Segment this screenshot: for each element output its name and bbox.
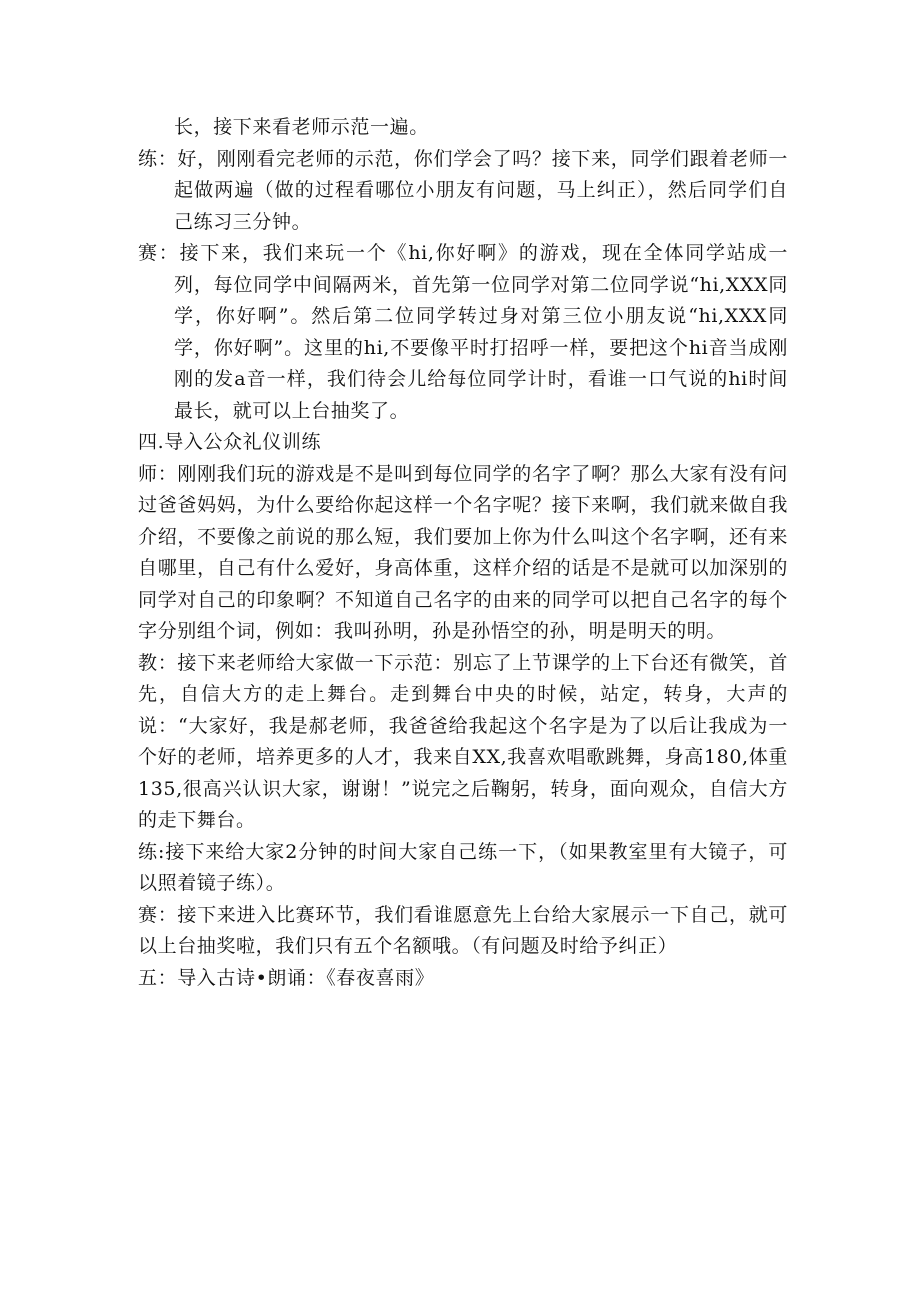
section-heading-5: 五：导入古诗•朗诵：《春夜喜雨》 xyxy=(138,966,435,989)
practice-paragraph xyxy=(138,144,788,239)
competition-paragraph xyxy=(138,238,788,427)
teach-demo-paragraph xyxy=(138,648,788,837)
paragraph-text: 刚刚我们玩的游戏是不是叫到每位同学的名字了啊？那么大家有没有问过爸爸妈妈，为什么要给你起这样一个名字呢？接下来啊，我们就来做自我介绍，不要像之前说的那么短，我们要加上你为什么叫这个名字啊，还有来自哪里，自己有什么爱好，身高体重，这样介绍的话是不是就可以加深别的同学对自己的印象啊？不知道自己名字的由来的同学可以把自己名字的每个字分别组个词，例如：我叫孙明，孙是孙悟空的孙，明是明天的明。 xyxy=(138,462,788,642)
continuation-line: 长，接下来看老师示范一遍。 xyxy=(174,116,429,138)
document-body xyxy=(138,112,788,994)
section-heading-4: 四.导入公众礼仪训练 xyxy=(138,431,322,453)
paragraph-text: 接下来老师给大家做一下示范：别忘了上节课学的上下台还有微笑，首先，自信大方的走上舞台。走到舞台中央的时候，站定，转身，大声的说：“大家好，我是郝老师，我爸爸给我起这个名字是为了以后让我成为一个好的老师，培养更多的人才，我来自XX,我喜欢唱歌跳舞，身高180,体重135,很高兴认识大家，谢谢！”说完之后鞠躬，转身，面向观众，自信大方的走下舞台。 xyxy=(138,651,788,831)
speaker-label: 赛： xyxy=(138,242,180,264)
speaker-label: 师： xyxy=(138,462,178,485)
paragraph-text: 接下来进入比赛环节，我们看谁愿意先上台给大家展示一下自己，就可以上台抽奖啦，我们只有五个名额哦。（有问题及时给予纠正） xyxy=(138,903,788,957)
speaker-label: 教： xyxy=(138,651,178,674)
speaker-label: 赛： xyxy=(138,903,178,926)
paragraph-text: 接下来给大家2分钟的时间大家自己练一下，（如果教室里有大镜子，可以照着镜子练）。 xyxy=(138,840,788,894)
paragraph-text: 接下来，我们来玩一个《hi,你好啊》的游戏，现在全体同学站成一列，每位同学中间隔两米，首先第一位同学对第二位同学说“hi,XXX同学，你好啊”。然后第二位同学转过身对第三位小朋友说“hi,XXX同学，你好啊”。这里的hi,不要像平时打招呼一样，要把这个hi音当成刚刚的发a音一样，我们待会儿给每位同学计时，看谁一口气说的hi时间最长，就可以上台抽奖了。 xyxy=(174,242,788,422)
paragraph-text: 好，刚刚看完老师的示范，你们学会了吗？接下来，同学们跟着老师一起做两遍（做的过程看哪位小朋友有问题，马上纠正），然后同学们自己练习三分钟。 xyxy=(174,147,788,233)
competition-paragraph-2 xyxy=(138,900,788,963)
speaker-label: 练： xyxy=(138,147,178,170)
teacher-paragraph xyxy=(138,459,788,648)
practice-paragraph-2 xyxy=(138,837,788,900)
speaker-label: 练: xyxy=(138,840,165,863)
